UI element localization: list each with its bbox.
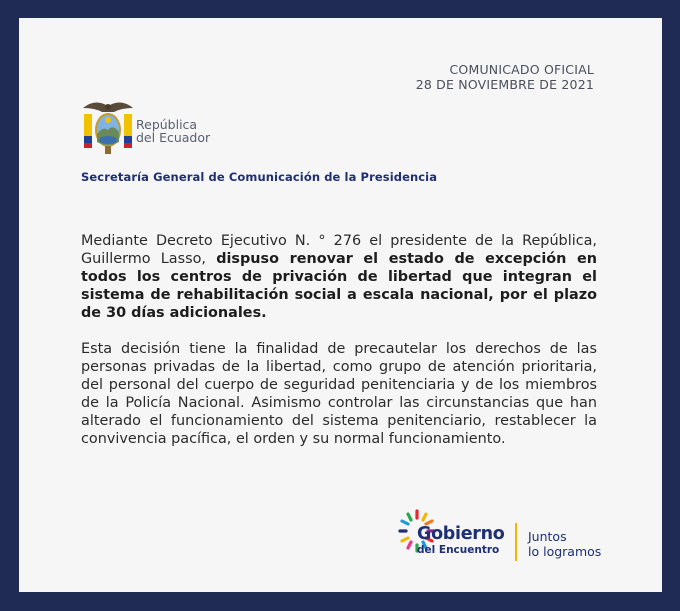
- secretaria-title: Secretaría General de Comunicación de la Presidencia: [81, 170, 438, 184]
- paragraph-decree: [81, 232, 597, 322]
- communique-date: 28 DE NOVIEMBRE DE 2021: [415, 77, 594, 92]
- slogan-line1: Juntos: [528, 529, 567, 544]
- logo-divider: [515, 523, 517, 561]
- slogan-line2: lo logramos: [528, 544, 602, 559]
- document-sheet: [19, 18, 662, 592]
- coat-of-arms-icon: [81, 98, 135, 156]
- communique-label: COMUNICADO OFICIAL: [449, 62, 594, 77]
- gobierno-title: Gobierno: [417, 524, 505, 544]
- republica-line1: República: [136, 117, 198, 132]
- paragraph-decree-bold: dispuso renovar el estado de excepción en todos los centros de privación de libertad que integran el sistema de rehabilitación social a escala nacional, por el plazo de 30 días adicionales.: [81, 251, 598, 321]
- republica-line2: del Ecuador: [136, 130, 211, 145]
- communique-header: [416, 62, 594, 92]
- slogan: [528, 529, 601, 559]
- gobierno-subtitle: del Encuentro: [417, 544, 500, 556]
- document-body: [81, 232, 597, 466]
- republica-wordmark: [136, 118, 210, 144]
- paragraph-decree-lead: Mediante Decreto Ejecutivo N. ° 276 el presidente de la República, Guillermo Lasso,: [81, 233, 597, 267]
- paragraph-purpose: Esta decisión tiene la finalidad de precautelar los derechos de las personas privadas de la libertad, como grupo de atención prioritaria, del personal del cuerpo de seguridad penitenciaria y de los miembros de la Policía Nacional. Asimismo controlar las circunstancias que han alterado el funcionamiento del sistema penitenciario, restablecer la convivencia pacífica, el orden y su normal funcionamiento.: [81, 341, 597, 447]
